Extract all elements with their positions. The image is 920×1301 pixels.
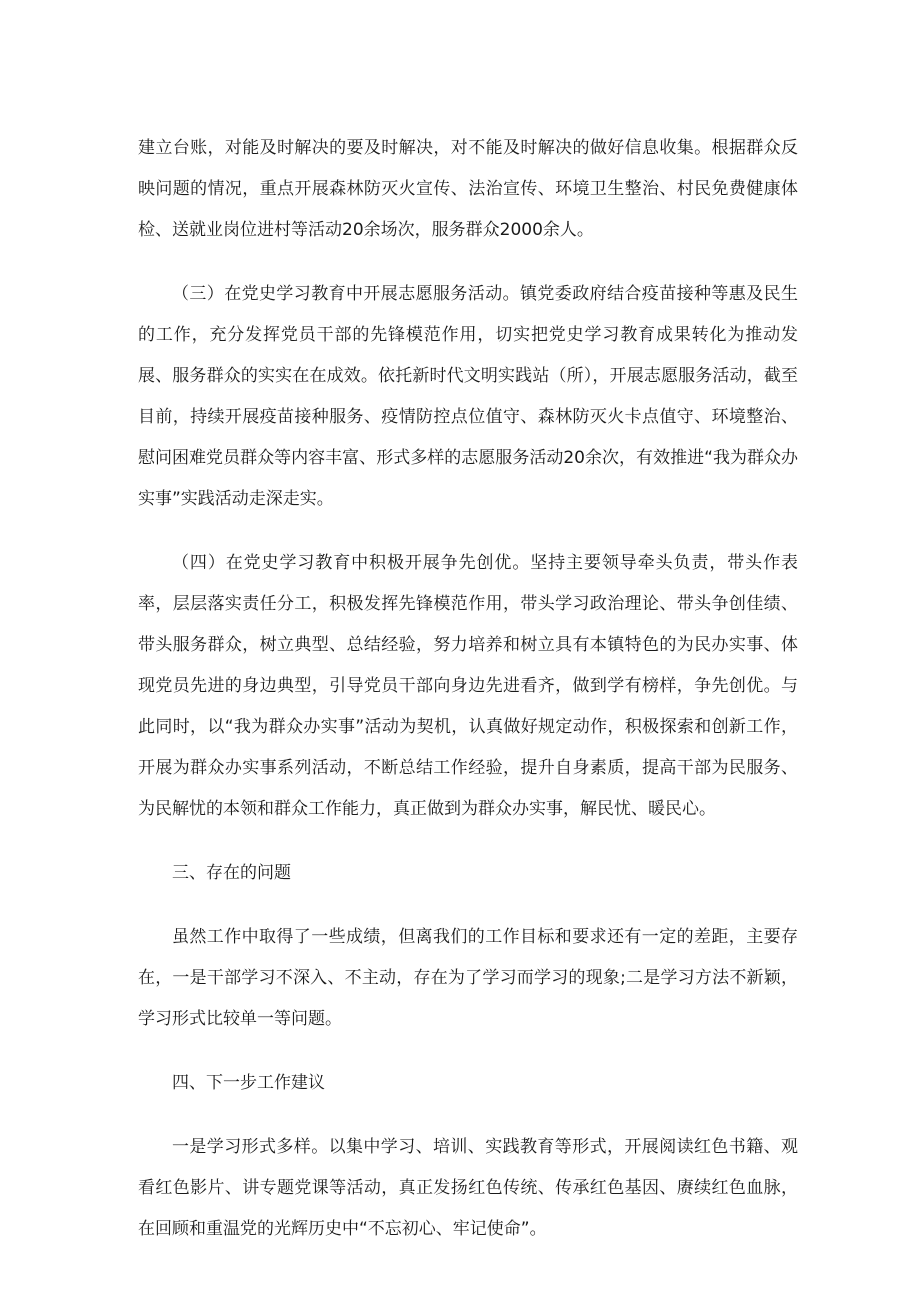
document-body <box>138 128 798 1273</box>
paragraph-excellence: （四）在党史学习教育中积极开展争先创优。坚持主要领导牵头负责，带头作表率，层层落实责任分工，积极发挥先锋模范作用，带头学习政治理论、带头争创佳绩、带头服务群众，树立典型、总结经验，努力培养和树立具有本镇特色的为民办实事、体现党员先进的身边典型，引导党员干部向身边先进看齐，做到学有榜样，争先创优。与此同时，以“我为群众办实事”活动为契机，认真做好规定动作，积极探索和创新工作，开展为群众办实事系列活动，不断总结工作经验，提升自身素质，提高干部为民服务、为民解忧的本领和群众工作能力，真正做到为群众办实事，解民忧、暖民心。 <box>138 553 798 819</box>
paragraph-problems: 虽然工作中取得了一些成绩，但离我们的工作目标和要求还有一定的差距，主要存在，一是干部学习不深入、不主动，存在为了学习而学习的现象;二是学习方法不新颖，学习形式比较单一等问题。 <box>138 927 798 1029</box>
section-heading-next-steps: 四、下一步工作建议 <box>172 1073 325 1093</box>
paragraph-learning-forms: 一是学习形式多样。以集中学习、培训、实践教育等形式，开展阅读红色书籍、观看红色影片、讲专题党课等活动，真正发扬红色传统、传承红色基因、赓续红色血脉，在回顾和重温党的光辉历史中“不忘初心、牢记使命”。 <box>138 1137 798 1239</box>
paragraph-continued-ledger: 建立台账，对能及时解决的要及时解决，对不能及时解决的做好信息收集。根据群众反映问题的情况，重点开展森林防灭火宣传、法治宣传、环境卫生整治、村民免费健康体检、送就业岗位进村等活动20余场次，服务群众2000余人。 <box>138 138 798 240</box>
paragraph-volunteer-service: （三）在党史学习教育中开展志愿服务活动。镇党委政府结合疫苗接种等惠及民生的工作，充分发挥党员干部的先锋模范作用，切实把党史学习教育成果转化为推动发展、服务群众的实实在在成效。依托新时代文明实践站（所），开展志愿服务活动，截至目前，持续开展疫苗接种服务、疫情防控点位值守、森林防灭火卡点值守、环境整治、慰问困难党员群众等内容丰富、形式多样的志愿服务活动20余次，有效推进“我为群众办实事”实践活动走深走实。 <box>138 284 798 509</box>
section-heading-problems: 三、存在的问题 <box>172 863 291 883</box>
